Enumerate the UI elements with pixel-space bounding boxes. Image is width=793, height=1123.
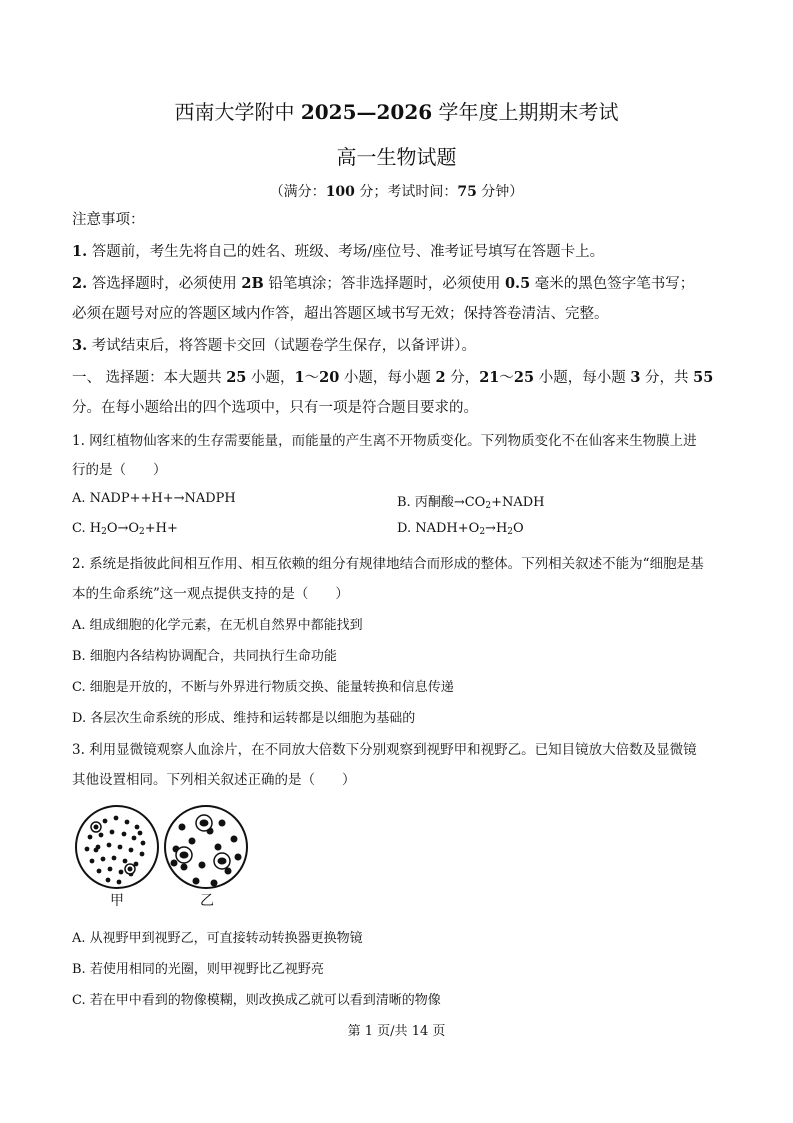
- red-blood-cell: [138, 831, 143, 836]
- red-blood-cell: [88, 835, 93, 840]
- red-blood-cell: [103, 819, 108, 824]
- red-blood-cell: [215, 844, 222, 851]
- microscope-fields-svg: [72, 805, 262, 890]
- cell-nucleus: [94, 825, 99, 830]
- red-blood-cell: [108, 867, 113, 872]
- red-blood-cell: [110, 830, 115, 835]
- red-blood-cell: [211, 880, 218, 887]
- red-blood-cell: [199, 862, 206, 869]
- q3-stem-line-1: 3. 利用显微镜观察人血涂片，在不同放大倍数下分别观察到视野甲和视野乙。已知目镜放大倍数及显微镜: [72, 742, 697, 758]
- red-blood-cell: [125, 820, 130, 825]
- page-footer: 第 1 页/共 14 页: [347, 1024, 446, 1039]
- red-blood-cell: [140, 852, 145, 857]
- cell-nucleus: [200, 820, 209, 827]
- q1-option-d: D. $NADH+O_2\to H_2O$: [397, 521, 524, 537]
- red-blood-cell: [85, 847, 90, 852]
- notes-heading: 注意事项：: [72, 212, 145, 228]
- q2-option-a: A. 组成细胞的化学元素，在无机自然界中都能找到: [72, 618, 363, 633]
- q2-stem-line-2: 本的生命系统”这一观点提供支持的是（ ）: [72, 586, 349, 602]
- red-blood-cell: [181, 864, 188, 871]
- red-blood-cell: [119, 870, 124, 875]
- red-blood-cell: [106, 878, 111, 883]
- page-title: 西南大学附中 2025—2026 学年度上期期末考试: [174, 100, 619, 124]
- q3-option-a: A. 从视野甲到视野乙，可直接转动转换器更换物镜: [72, 931, 363, 946]
- red-blood-cell: [99, 833, 104, 838]
- fig-label-a: 甲: [110, 893, 124, 909]
- red-blood-cell: [112, 856, 117, 861]
- red-blood-cell: [193, 878, 200, 885]
- red-blood-cell: [101, 857, 106, 862]
- q3-stem-line-2: 其他设置相同。下列相关叙述正确的是（ ）: [72, 772, 356, 788]
- section-line-1: 一、 选择题：本大题共 25 小题，1～20 小题，每小题 2 分，21～25 小题，每小题 3 分，共 55: [72, 369, 714, 386]
- red-blood-cell: [171, 860, 178, 867]
- red-blood-cell: [135, 825, 140, 830]
- q3-option-b: B. 若使用相同的光圈，则甲视野比乙视野亮: [72, 962, 324, 977]
- cell-nucleus: [180, 852, 189, 859]
- q1-option-c: C. $H_2O\to O_2+H+$: [72, 521, 178, 537]
- red-blood-cell: [117, 880, 122, 885]
- section-line-2: 分。在每小题给出的四个选项中，只有一项是符合题目要求的。: [72, 400, 478, 416]
- red-blood-cell: [118, 845, 123, 850]
- page-subtitle: 高一生物试题: [336, 145, 457, 169]
- red-blood-cell: [107, 843, 112, 848]
- note-2-line-1: 2. 答选择题时，必须使用 2B 铅笔填涂；答非选择题时，必须使用 0.5 毫米的黑色签字笔书写；: [72, 275, 695, 292]
- note-2-line-2: 必须在题号对应的答题区域内作答，超出答题区域书写无效；保持答卷清洁、完整。: [72, 306, 609, 322]
- q2-option-b: B. 细胞内各结构协调配合，共同执行生命功能: [72, 649, 337, 664]
- red-blood-cell: [179, 824, 186, 831]
- red-blood-cell: [132, 836, 137, 841]
- q2-stem-line-1: 2. 系统是指彼此间相互作用、相互依赖的组分有规律地结合而形成的整体。下列相关叙述不能为“细胞是基: [72, 556, 704, 572]
- q2-option-d: D. 各层次生命系统的形成、维持和运转都是以细胞为基础的: [72, 711, 416, 726]
- microscope-fields-figure: [72, 805, 262, 915]
- note-3: 3. 考试结束后，将答题卡交回（试题卷学生保存，以备评讲）。: [72, 337, 476, 354]
- red-blood-cell: [189, 838, 196, 845]
- q3-option-c: C. 若在甲中看到的物像模糊，则改换成乙就可以看到清晰的物像: [72, 993, 441, 1008]
- red-blood-cell: [141, 841, 146, 846]
- red-blood-cell: [94, 848, 99, 853]
- red-blood-cell: [231, 836, 238, 843]
- red-blood-cell: [235, 854, 242, 861]
- red-blood-cell: [219, 820, 226, 827]
- cell-nucleus: [128, 867, 133, 872]
- note-1: 1. 答题前，考生先将自己的姓名、班级、考场/座位号、准考证号填写在答题卡上。: [72, 243, 605, 260]
- q1-option-a: A. NADP++H+→NADPH: [72, 491, 236, 506]
- q1-stem-line-2: 行的是（ ）: [72, 462, 167, 478]
- red-blood-cell: [90, 859, 95, 864]
- exam-meta: （满分：100 分；考试时间：75 分钟）: [269, 184, 524, 200]
- red-blood-cell: [123, 859, 128, 864]
- red-blood-cell: [122, 832, 127, 837]
- q1-option-b: B. 丙酮酸$\to CO_2+NADH$: [397, 495, 545, 511]
- fig-label-b: 乙: [200, 893, 214, 909]
- q2-option-c: C. 细胞是开放的，不断与外界进行物质交换、能量转换和信息传递: [72, 680, 454, 695]
- red-blood-cell: [97, 869, 102, 874]
- cell-nucleus: [218, 858, 227, 865]
- red-blood-cell: [114, 816, 119, 821]
- red-blood-cell: [129, 848, 134, 853]
- q1-stem-line-1: 1. 网红植物仙客来的生存需要能量，而能量的产生离不开物质变化。下列物质变化不在仙客来生物膜上进: [72, 433, 697, 449]
